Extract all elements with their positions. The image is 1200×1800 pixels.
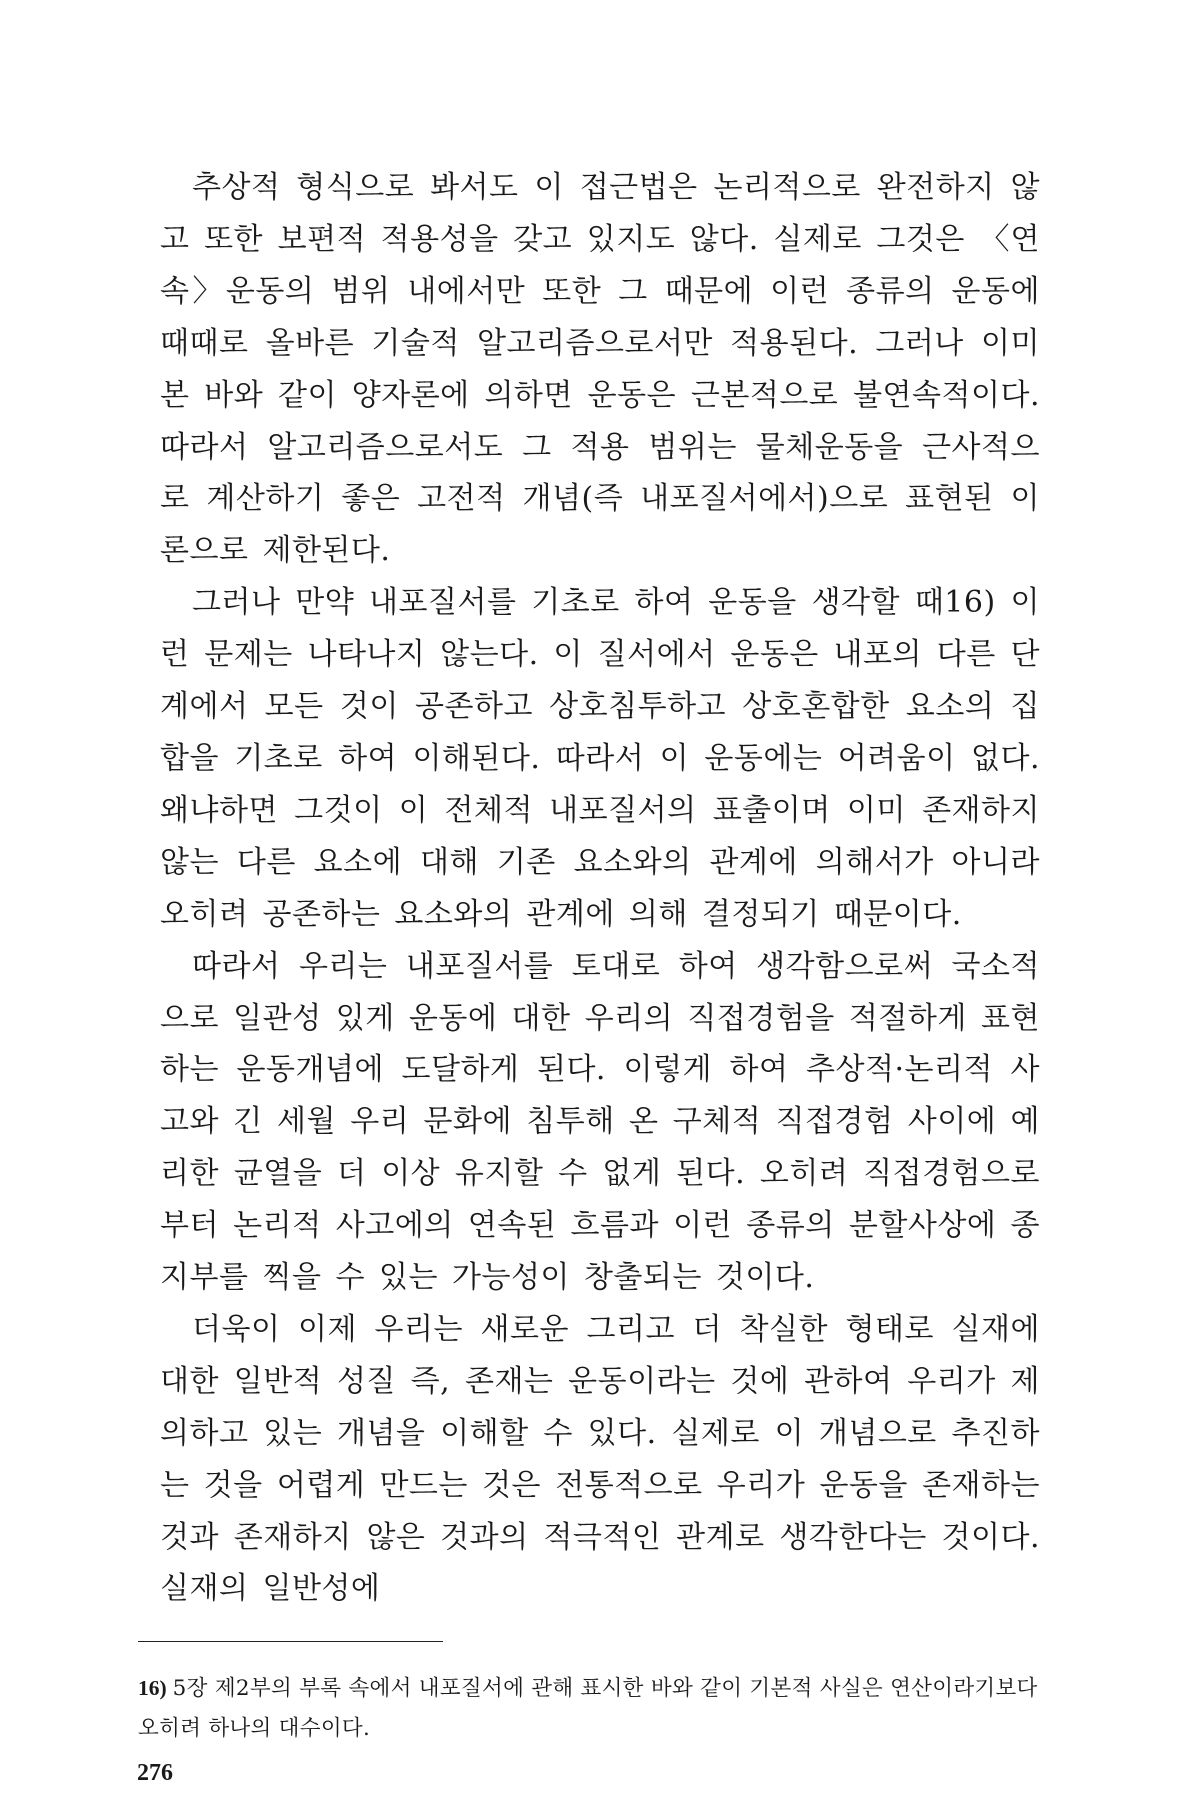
footnote bbox=[138, 1668, 1040, 1749]
body-text bbox=[160, 162, 1040, 1615]
paragraph: 그러나 만약 내포질서를 기초로 하여 운동을 생각할 때16) 이런 문제는 나타나지 않는다. 이 질서에서 운동은 내포의 다른 단계에서 모든 것이 공존하고 상호침투하고 상호혼합한 요소의 집합을 기초로 하여 이해된다. 따라서 이 운동에는 어려움이 없다. 왜냐하면 그것이 이 전체적 내포질서의 표출이며 이미 존재하지 않는 다른 요소에 대해 기존 요소와의 관계에 의해서가 아니라 오히려 공존하는 요소와의 관계에 의해 결정되기 때문이다. bbox=[160, 585, 1040, 932]
footnote-number: 16) bbox=[138, 1676, 167, 1700]
page-number: 276 bbox=[137, 1760, 173, 1786]
footnote-text: 5장 제2부의 부록 속에서 내포질서에 관해 표시한 바와 같이 기본적 사실은 연산이라기보다 오히려 하나의 대수이다. bbox=[138, 1676, 1038, 1741]
footnote-divider bbox=[138, 1641, 443, 1642]
paragraph: 따라서 우리는 내포질서를 토대로 하여 생각함으로써 국소적으로 일관성 있게 운동에 대한 우리의 직접경험을 적절하게 표현하는 운동개념에 도달하게 된다. 이렇게 하여 추상적·논리적 사고와 긴 세월 우리 문화에 침투해 온 구체적 직접경험 사이에 예리한 균열을 더 이상 유지할 수 없게 된다. 오히려 직접경험으로부터 논리적 사고에의 연속된 흐름과 이런 종류의 분할사상에 종지부를 찍을 수 있는 가능성이 창출되는 것이다. bbox=[160, 948, 1040, 1296]
paragraph: 더욱이 이제 우리는 새로운 그리고 더 착실한 형태로 실재에 대한 일반적 성질 즉, 존재는 운동이라는 것에 관하여 우리가 제의하고 있는 개념을 이해할 수 있다. 실제로 이 개념으로 추진하는 것을 어렵게 만드는 것은 전통적으로 우리가 운동을 존재하는 것과 존재하지 않은 것과의 적극적인 관계로 생각한다는 것이다. 실재의 일반성에 bbox=[160, 1311, 1040, 1607]
paragraph: 추상적 형식으로 봐서도 이 접근법은 논리적으로 완전하지 않고 또한 보편적 적용성을 갖고 있지도 않다. 실제로 그것은 〈연속〉운동의 범위 내에서만 또한 그 때문에 이런 종류의 운동에 때때로 올바른 기술적 알고리즘으로서만 적용된다. 그러나 이미 본 바와 같이 양자론에 의하면 운동은 근본적으로 불연속적이다. 따라서 알고리즘으로서도 그 적용 범위는 물체운동을 근사적으로 계산하기 좋은 고전적 개념(즉 내포질서에서)으로 표현된 이론으로 제한된다. bbox=[160, 170, 1040, 569]
